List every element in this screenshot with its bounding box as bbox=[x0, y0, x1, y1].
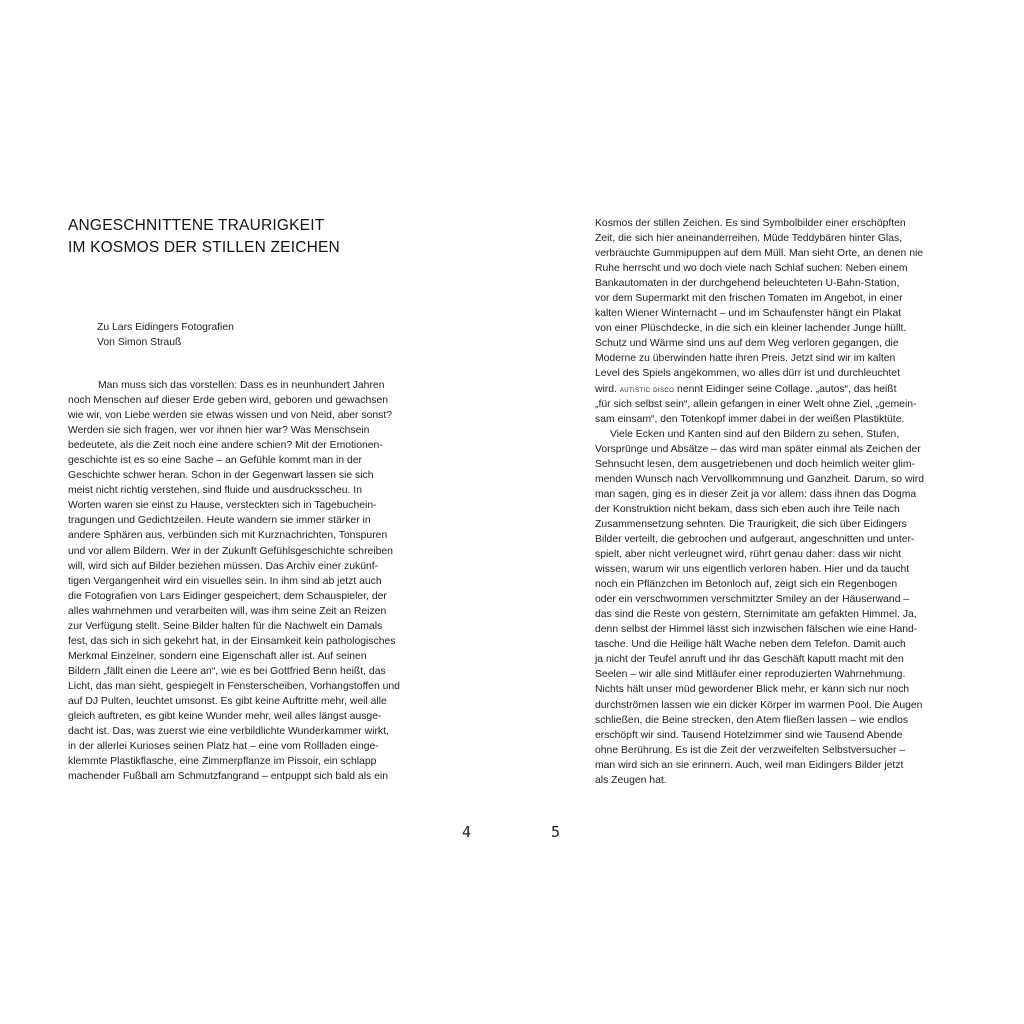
text-line: machender Fußball am Schmutzfangrand – entpuppt sich bald als ein bbox=[68, 771, 388, 783]
text-line: in der allerlei Kurioses seinen Platz hat – eine vom Rollladen einge- bbox=[68, 741, 379, 753]
text-line: wissen, warum wir uns eigentlich verloren haben. Hier und da taucht bbox=[595, 564, 910, 576]
text-line: Schutz und Wärme sind uns auf dem Weg verloren gegangen, die bbox=[595, 338, 899, 350]
subtitle-line: Zu Lars Eidingers Fotografien bbox=[97, 322, 234, 333]
chapter-title-line: IM KOSMOS DER STILLEN ZEICHEN bbox=[68, 239, 340, 256]
text-line: man sagen, ging es in dieser Zeit ja vor allem: dass ihnen das Dogma bbox=[595, 488, 917, 500]
right-page bbox=[512, 0, 1024, 1024]
text-line: zur Verfügung stellt. Seine Bilder halten für die Nachwelt ein Damals bbox=[68, 620, 383, 632]
text-line: klemmte Plastikflasche, eine Zimmerpflanze im Pissoir, ein schlapp bbox=[68, 756, 377, 768]
text-line: Zeit, die sich hier aneinanderreihen. Müde Teddybären hinter Glas, bbox=[595, 233, 903, 245]
text-line: Nichts hält unser müd gewordener Blick mehr, er kann sich nur noch bbox=[595, 684, 910, 696]
text-line: Ruhe herrscht und wo doch viele nach Schlaf suchen: Neben einem bbox=[595, 263, 908, 275]
text-line: die Fotografien von Lars Eidinger gespeichert, dem Schauspieler, der bbox=[68, 590, 387, 602]
text-line: als Zeugen hat. bbox=[595, 774, 667, 786]
text-line: Level des Spiels angekommen, wo alles dürr ist und durchleuchtet bbox=[595, 368, 900, 380]
text-line: auf DJ Pulten, leuchtet umsonst. Es gibt keine Auftritte mehr, weil alle bbox=[68, 695, 387, 707]
text-line: menden Wunsch nach Vervollkommnung und Ganzheit. Darum, so wird bbox=[595, 473, 925, 485]
text-line: dacht ist. Das, was zuerst wie eine verbildlichte Wunderkammer wirkt, bbox=[68, 726, 389, 738]
text-line: verbrauchte Gummipuppen auf dem Müll. Man sieht Orte, an denen nie bbox=[595, 248, 924, 260]
text-line: andere Sphären aus, verbünden sich mit Kurznachrichten, Tonspuren bbox=[68, 530, 388, 542]
text-line: erschöpft wir sind. Tausend Hotelzimmer sind wie Tausend Abende bbox=[595, 729, 903, 741]
text-line: Sehnsucht lesen, dem ausgetriebenen und doch heimlich weiter glim- bbox=[595, 458, 915, 470]
text-line: tasche. Und die Heilige hält Wache neben dem Telefon. Damit auch bbox=[595, 639, 906, 651]
chapter-title bbox=[68, 215, 468, 259]
text-line: „für sich selbst sein“, allein gefangen in einer Welt ohne Ziel, „gemein- bbox=[595, 398, 917, 410]
text-line: vor dem Supermarkt mit den frischen Tomaten im Angebot, in einer bbox=[595, 293, 903, 305]
text-line: tigen Vergangenheit wird ein visuelles sein. In ihm sind ab jetzt auch bbox=[68, 575, 382, 587]
chapter-title-line: ANGESCHNITTENE TRAURIGKEIT bbox=[68, 217, 325, 234]
text-line: Bilder verteilt, die gebrochen und aufgeraut, angeschnitten und unter- bbox=[595, 533, 915, 545]
text-line: spielt, aber nicht verleugnet wird, rührt genau daher: dass wir nicht bbox=[595, 549, 902, 561]
text-line: Licht, das man sieht, gespiegelt in Fensterscheiben, Vorhangstoffen und bbox=[68, 680, 400, 692]
text-line: ja nicht der Teufel anruft und ihr das Geschäft kaputt macht mit den bbox=[595, 654, 904, 666]
text-line: man wird sich an sie erinnern. Auch, weil man Eidingers Bilder jetzt bbox=[595, 759, 904, 771]
chapter-subtitle bbox=[97, 320, 234, 350]
page-number: 5 bbox=[551, 823, 561, 841]
text-line: noch Menschen auf dieser Erde geben wird, geboren und gewachsen bbox=[68, 395, 389, 407]
text-line: sam einsam“, den Totenkopf immer dabei in der weißen Plastiktüte. bbox=[595, 413, 905, 425]
text-line: wie wir, von Liebe werden sie etwas wissen und von Neid, aber sonst? bbox=[68, 410, 393, 422]
right-body-text bbox=[595, 216, 957, 788]
text-line: alles wahrnehmen und verarbeiten will, was ihm seine Zeit an Reizen bbox=[68, 605, 387, 617]
text-line: Werden sie sich fragen, wer vor ihnen hier war? Was Menschsein bbox=[68, 425, 370, 437]
text-line: Kosmos der stillen Zeichen. Es sind Symbolbilder einer erschöpften bbox=[595, 218, 906, 229]
text-line-with-smallcaps bbox=[595, 382, 957, 397]
text-line: Worten waren sie einst zu Hause, versteckten sich in Tagebuchein- bbox=[68, 500, 377, 512]
page-number: 4 bbox=[462, 823, 472, 841]
text-line: von einer Plüschdecke, in die sich ein kleiner lachender Junge hüllt. bbox=[595, 323, 907, 335]
text-line: Viele Ecken und Kanten sind auf den Bildern zu sehen, Stufen, bbox=[610, 428, 900, 440]
text-line: gleich auftreten, es gibt keine Wunder mehr, weil alles längst ausge- bbox=[68, 711, 382, 723]
text-line: Moderne zu überwinden hatte ihren Preis. Jetzt sind wir im kalten bbox=[595, 353, 896, 365]
text-line: fest, das sich in sich gekehrt hat, in der Einsamkeit kein pathologisches bbox=[68, 635, 396, 647]
text-line: meist nicht richtig verstehen, sind fluide und ausdrucksscheu. In bbox=[68, 485, 362, 497]
text-line: oder ein verschwommen verschmitzter Smiley an der Häuserwand – bbox=[595, 594, 910, 606]
text-line: tragungen und Gedichtzeilen. Heute wandern sie immer stärker in bbox=[68, 515, 371, 527]
text-line: Geschichte schwer heran. Schon in der Gegenwart lassen sie sich bbox=[68, 470, 374, 482]
text-line: schließen, die Beine strecken, den Atem fließen lassen – wie endlos bbox=[595, 714, 909, 726]
text-line: Zusammensetzung sehnten. Die Traurigkeit, die sich über Eidingers bbox=[595, 518, 907, 530]
collage-title-smallcaps: autistic disco bbox=[619, 383, 675, 394]
text-line: Seelen – wir alle sind Mitläufer einer reproduzierten Wahrnehmung. bbox=[595, 669, 906, 681]
text-line: denn selbst der Himmel lässt sich inzwischen fälschen wie eine Hand- bbox=[595, 624, 918, 636]
text-fragment: wird. bbox=[595, 383, 617, 395]
text-line: geschichte ist es so eine Sache – an Gefühle kommt man in der bbox=[68, 455, 362, 467]
text-line: Merkmal Einzelner, sondern eine Eigenschaft aller ist. Auf seinen bbox=[68, 650, 367, 662]
text-line: und vor allem Bildern. Wer in der Zukunft Gefühlsgeschichte schreiben bbox=[68, 545, 393, 557]
text-line: der Konstruktion nicht bekam, dass sich eben auch ihre Teile nach bbox=[595, 503, 900, 515]
text-line: noch ein Pflänzchen im Betonloch auf, zeigt sich ein Regenbogen bbox=[595, 579, 898, 591]
subtitle-line: Von Simon Strauß bbox=[97, 337, 182, 348]
text-line: Man muss sich das vorstellen: Dass es in neunhundert Jahren bbox=[98, 380, 385, 391]
text-line: will, wird sich auf Bilder beziehen müssen. Das Archiv einer zukünf- bbox=[68, 560, 379, 572]
left-body-text bbox=[68, 378, 420, 784]
text-line: Vorsprünge und Absätze – das wird man später einmal als Zeichen der bbox=[595, 443, 921, 455]
text-line: Bildern „fällt einen die Leere an“, wie es bei Gottfried Benn heißt, das bbox=[68, 665, 386, 677]
text-line: ohne Berührung. Es ist die Zeit der verzweifelten Selbstversucher – bbox=[595, 744, 906, 756]
text-line: durchströmen lassen wie ein dicker Körper im warmen Pool. Die Augen bbox=[595, 699, 923, 711]
text-line: Bankautomaten in der durchgehend beleuchteten U-Bahn-Station, bbox=[595, 278, 900, 290]
text-line: das sind die Reste von gestern, Sternimitate am gefakten Himmel. Ja, bbox=[595, 609, 917, 621]
text-fragment: nennt Eidinger seine Collage. „autos“, das heißt bbox=[674, 383, 897, 395]
text-line: kalten Wiener Winternacht – und im Schaufenster hängt ein Plakat bbox=[595, 308, 902, 320]
text-line: bedeutete, als die Zeit noch eine andere schien? Mit der Emotionen- bbox=[68, 440, 383, 452]
